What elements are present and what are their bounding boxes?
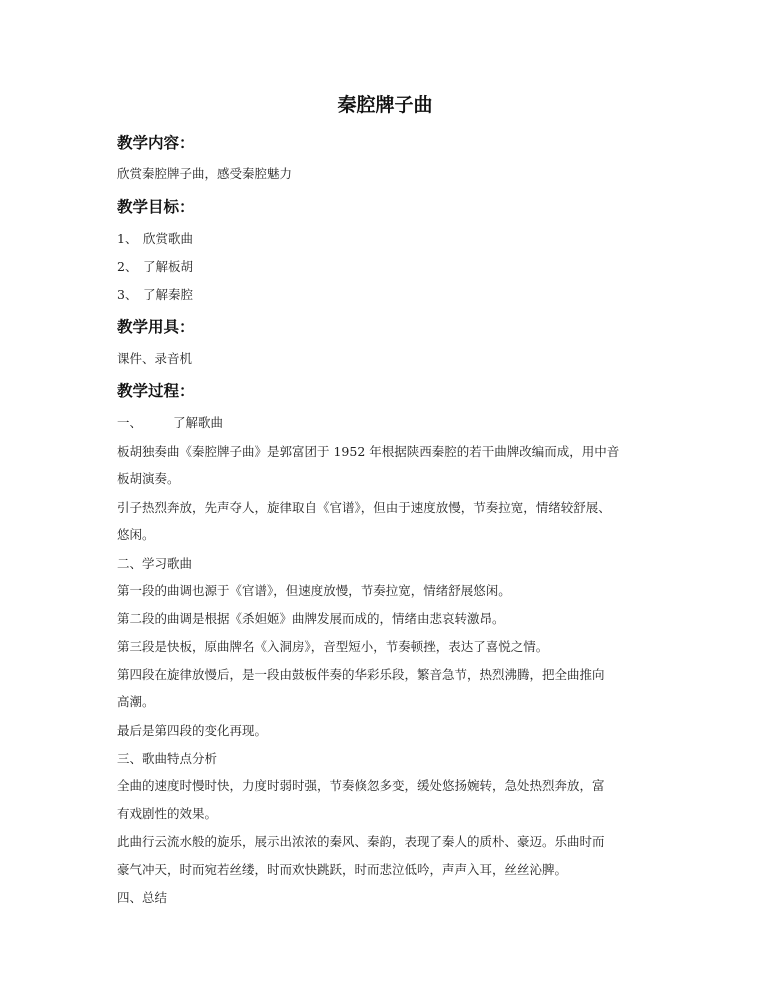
goal-item-1-number: 1、 [117,231,138,246]
process-part2-line4b: 高潮。 [117,694,155,709]
heading-teaching-tools: 教学用具： [117,318,195,336]
process-part3-paragraph1-line1: 全曲的速度时慢时快，力度时弱时强，节奏倏忽多变，缓处悠扬婉转，急处热烈奔放，富 [117,778,605,793]
process-part3-paragraph1-line2: 有戏剧性的效果。 [117,806,218,821]
goal-item-1-text: 欣赏歌曲 [143,231,194,246]
process-part1-paragraph1-line1: 板胡独奏曲《秦腔牌子曲》是郭富团于 1952 年根据陕西秦腔的若干曲牌改编而成，用中音 [117,444,620,459]
goal-item-3-number: 3、 [117,287,138,302]
heading-teaching-content: 教学内容： [117,134,195,152]
heading-teaching-process: 教学过程： [117,382,195,400]
process-part1-title-text: 了解歌曲 [173,415,224,430]
process-part3-paragraph2-line2: 豪气冲天，时而宛若丝缕，时而欢快跳跃，时而悲泣低吟，声声入耳，丝丝沁脾。 [117,862,568,877]
process-part3-paragraph2-line1: 此曲行云流水般的旋乐，展示出浓浓的秦风、秦韵，表现了秦人的质朴、豪迈。乐曲时而 [117,834,605,849]
process-part2-line5: 最后是第四段的变化再现。 [117,723,268,738]
teaching-content-text: 欣赏秦腔牌子曲，感受秦腔魅力 [117,166,293,181]
process-part4-title: 四、总结 [117,890,168,905]
process-part3-title: 三、歌曲特点分析 [117,751,218,766]
document-title: 秦腔牌子曲 [337,94,433,116]
teaching-tools-text: 课件、录音机 [117,351,193,366]
process-part1-paragraph2-line1: 引子热烈奔放，先声夺人，旋律取自《官谱》，但由于速度放慢，节奏拉宽，情绪较舒展、 [117,500,611,515]
process-part2-line2: 第二段的曲调是根据《杀妲姬》曲牌发展而成的，情绪由悲哀转激昂。 [117,611,505,626]
goal-item-2-number: 2、 [117,259,138,274]
process-part2-line1: 第一段的曲调也源于《官谱》，但速度放慢，节奏拉宽，情绪舒展悠闲。 [117,583,511,598]
process-part1-paragraph2-line2: 悠闲。 [117,527,155,542]
goal-item-1 [117,230,657,248]
goal-item-3-text: 了解秦腔 [143,287,194,302]
process-part2-title: 二、学习歌曲 [117,556,193,571]
process-part2-line4a: 第四段在旋律放慢后，是一段由鼓板伴奏的华彩乐段，繁音急节，热烈沸腾，把全曲推向 [117,667,605,682]
goal-item-2 [117,258,657,276]
goal-item-3 [117,286,657,304]
process-part2-line3: 第三段是快板，原曲牌名《入洞房》，音型短小，节奏顿挫，表达了喜悦之情。 [117,639,549,654]
process-part1-number: 一、 [117,415,143,430]
heading-teaching-goals: 教学目标： [117,198,195,216]
goal-item-2-text: 了解板胡 [143,259,194,274]
process-part1-title [117,414,657,432]
process-part1-paragraph1-line2: 板胡演奏。 [117,471,180,486]
